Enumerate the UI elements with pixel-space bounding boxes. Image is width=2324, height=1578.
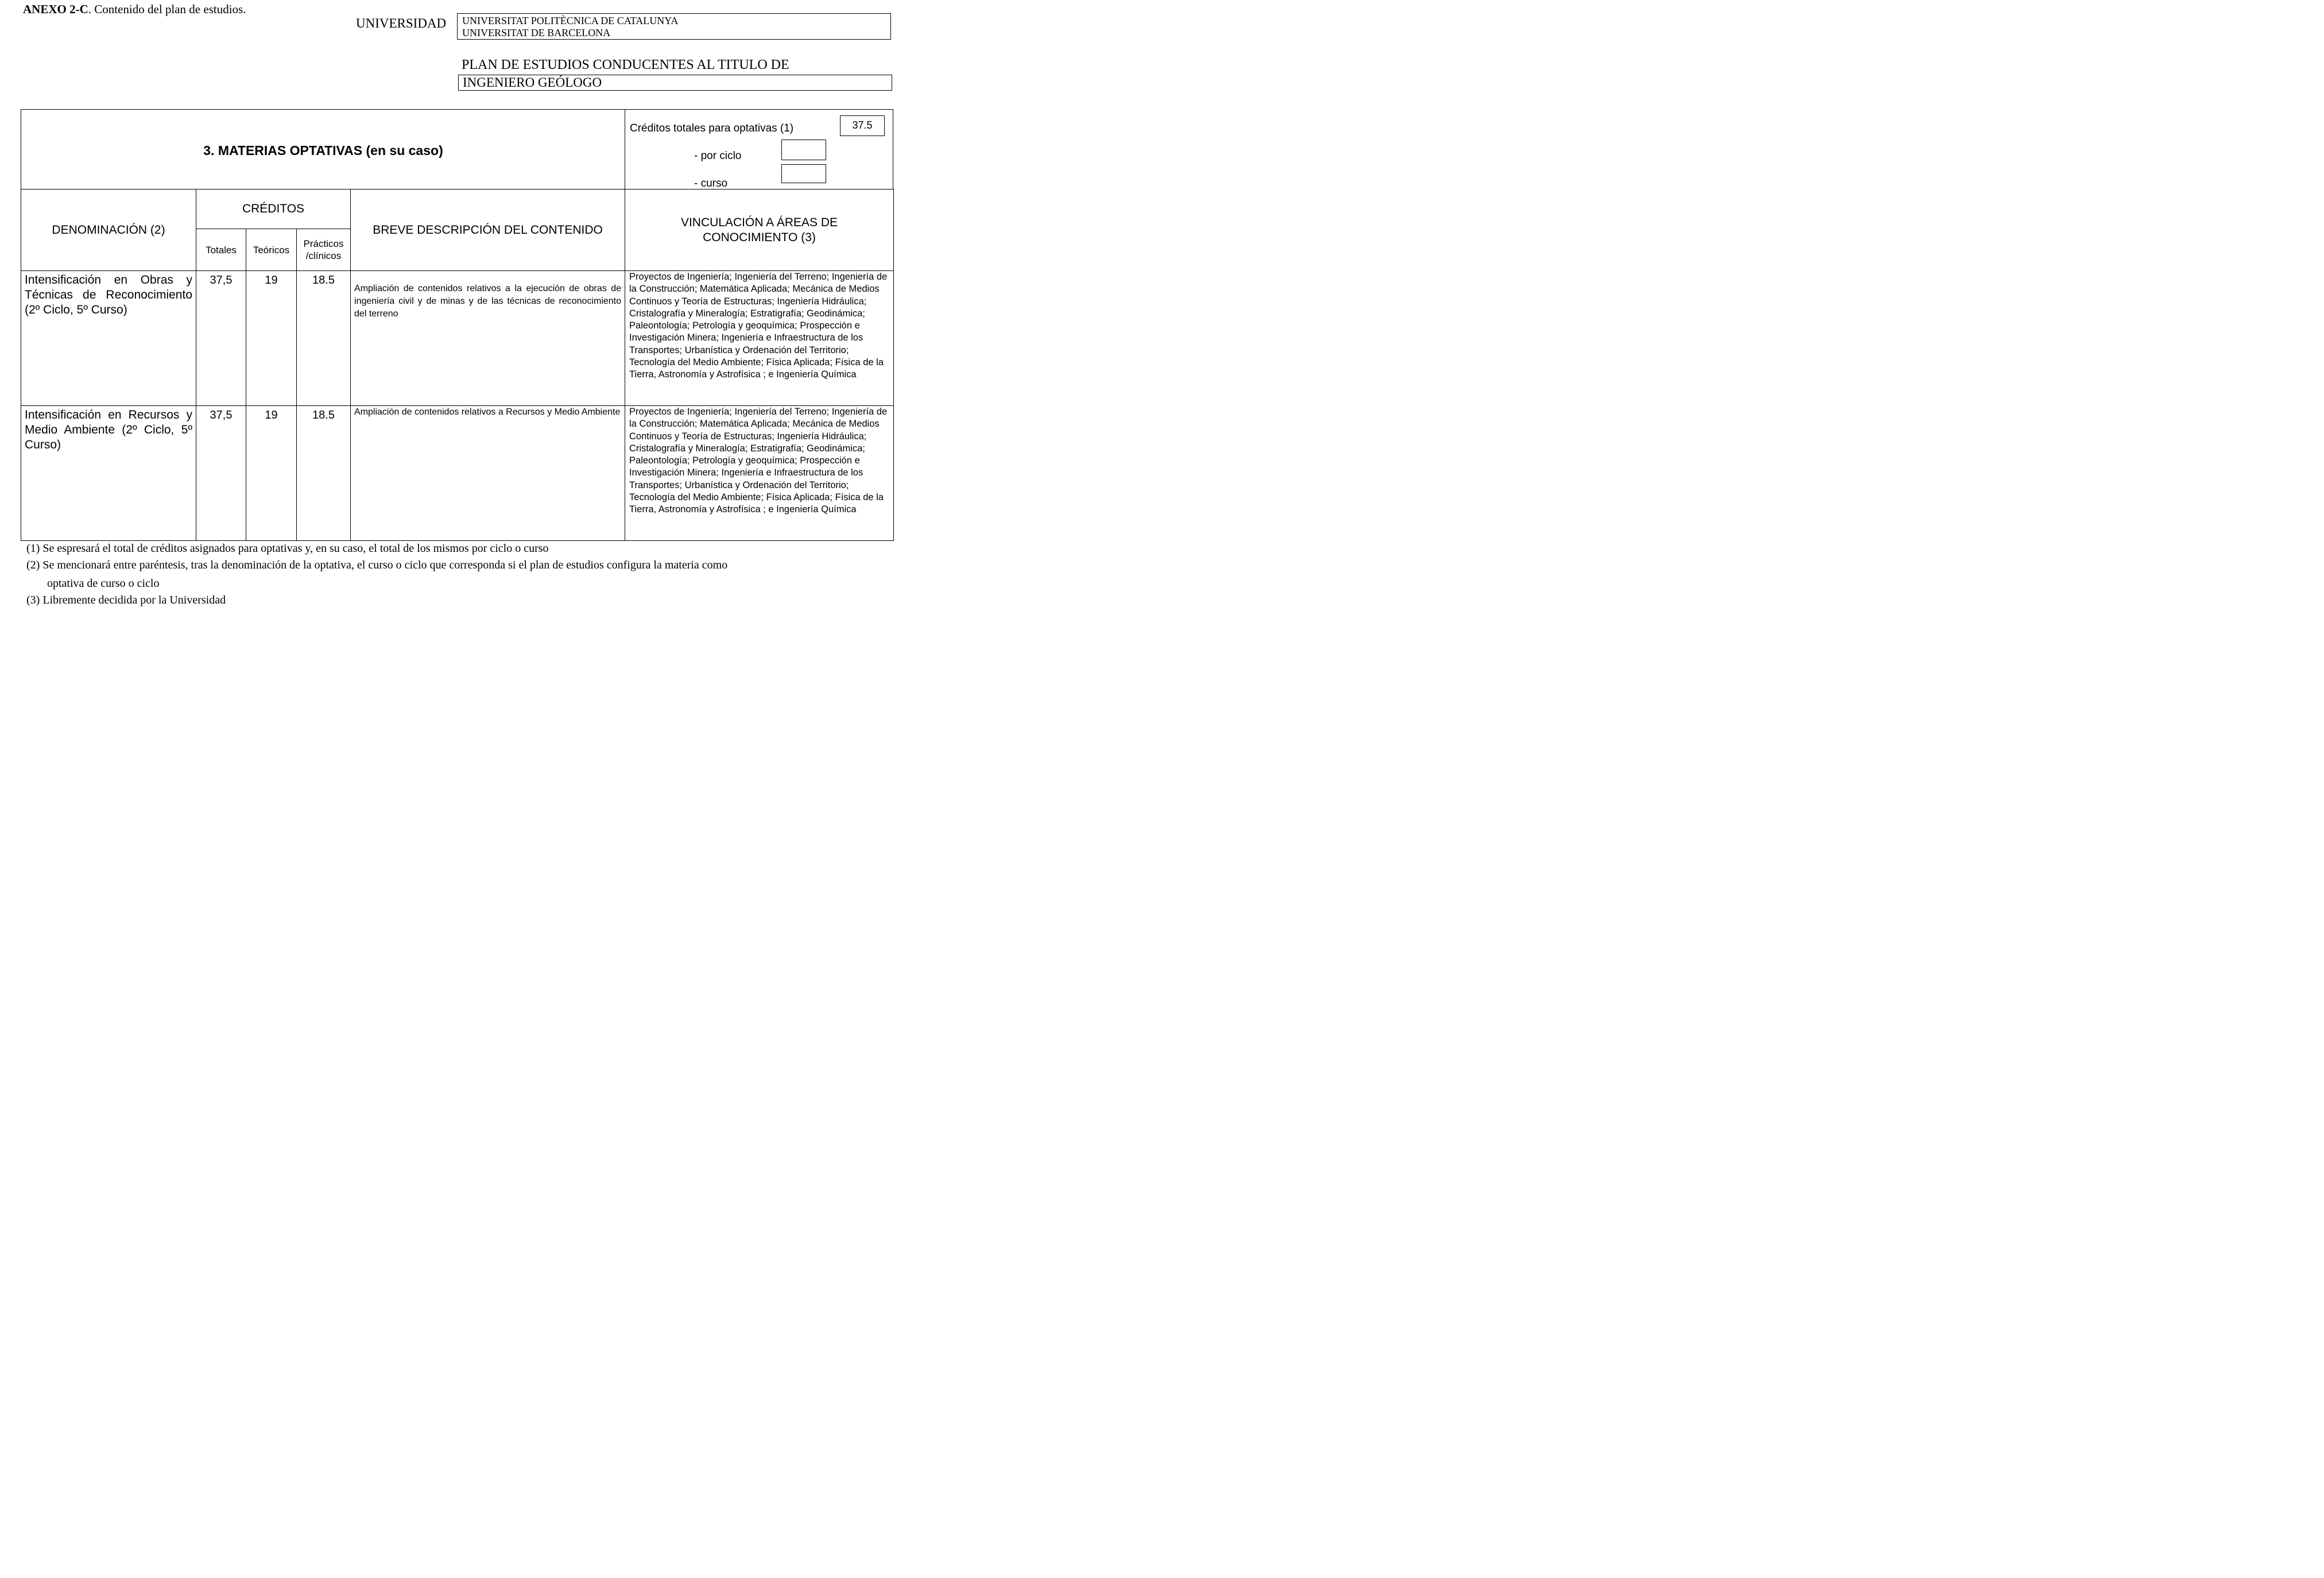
row-descripcion: Ampliación de contenidos relativos a Recursos y Medio Ambiente bbox=[351, 406, 625, 541]
row-teoricos: 19 bbox=[246, 406, 297, 541]
footnote-2-continuation: optativa de curso o ciclo bbox=[47, 577, 160, 590]
curso-box bbox=[781, 164, 826, 183]
annex-heading bbox=[23, 2, 246, 17]
creditos-totales-label: Créditos totales para optativas (1) bbox=[630, 122, 794, 134]
header-teoricos: Teóricos bbox=[246, 229, 297, 271]
header-creditos: CRÉDITOS bbox=[196, 189, 351, 229]
universidad-name-1: UNIVERSITAT POLITÈCNICA DE CATALUNYA bbox=[462, 15, 679, 26]
row-areas: Proyectos de Ingeniería; Ingeniería del Terreno; Ingeniería de la Construcción; Matemática Aplicada; Mecánica de Medios Continuos y Teoría de Estructuras; Ingeniería Hidráulica; Cristalografía y Mineralogía; Estratigrafía; Geodinámica; Paleontología; Petrología y geoquímica; Prospección e Investigación Minera; Ingeniería e Infraestructura de los Transportes; Urbanística y Ordenación del Territorio; Tecnología del Medio Ambiente; Física Aplicada; Física de la Tierra, Astronomía y Astrofísica ; e Ingeniería Química bbox=[625, 271, 894, 406]
table-row bbox=[21, 271, 894, 406]
header-denominacion: DENOMINACIÓN (2) bbox=[21, 189, 196, 271]
header-totales: Totales bbox=[196, 229, 246, 271]
header-practicos bbox=[297, 229, 351, 271]
row-teoricos: 19 bbox=[246, 271, 297, 406]
row-denominacion: Intensificación en Obras y Técnicas de Reconocimiento (2º Ciclo, 5º Curso) bbox=[21, 271, 196, 406]
footnote-1: (1) Se espresará el total de créditos asignados para optativas y, en su caso, el total de los mismos por ciclo o curso bbox=[26, 542, 549, 555]
creditos-totales-panel bbox=[625, 109, 893, 189]
plan-label: PLAN DE ESTUDIOS CONDUCENTES AL TITULO DE bbox=[462, 57, 789, 72]
section-title-cell bbox=[21, 109, 625, 189]
row-descripcion: Ampliación de contenidos relativos a la ejecución de obras de ingeniería civil y de minas y de las técnicas de reconocimiento del terreno bbox=[351, 271, 625, 406]
por-ciclo-box bbox=[781, 140, 826, 160]
universidad-name-2: UNIVERSITAT DE BARCELONA bbox=[462, 27, 611, 38]
header-practicos-line2: /clínicos bbox=[305, 250, 342, 261]
por-ciclo-label: - por ciclo bbox=[694, 150, 742, 162]
universidad-box bbox=[457, 13, 891, 40]
row-denominacion: Intensificación en Recursos y Medio Ambiente (2º Ciclo, 5º Curso) bbox=[21, 406, 196, 541]
section-title: 3. MATERIAS OPTATIVAS (en su caso) bbox=[203, 143, 443, 158]
row-totales: 37,5 bbox=[196, 406, 246, 541]
header-descripcion: BREVE DESCRIPCIÓN DEL CONTENIDO bbox=[351, 189, 625, 271]
table-row bbox=[21, 406, 894, 541]
footnote-3: (3) Libremente decidida por la Universidad bbox=[26, 594, 226, 606]
footnote-2: (2) Se mencionará entre paréntesis, tras la denominación de la optativa, el curso o ciclo que corresponda si el plan de estudios configura la materia como bbox=[26, 559, 728, 571]
universidad-label: UNIVERSIDAD bbox=[356, 16, 447, 30]
header-vinculacion: VINCULACIÓN A ÁREAS DE CONOCIMIENTO (3) bbox=[625, 189, 894, 271]
row-practicos: 18.5 bbox=[297, 406, 351, 541]
titulo-box: INGENIERO GEÓLOGO bbox=[458, 75, 892, 91]
row-areas: Proyectos de Ingeniería; Ingeniería del Terreno; Ingeniería de la Construcción; Matemática Aplicada; Mecánica de Medios Continuos y Teoría de Estructuras; Ingeniería Hidráulica; Cristalografía y Mineralogía; Estratigrafía; Geodinámica; Paleontología; Petrología y geoquímica; Prospección e Investigación Minera; Ingeniería e Infraestructura de los Transportes; Urbanística y Ordenación del Territorio; Tecnología del Medio Ambiente; Física Aplicada; Física de la Tierra, Astronomía y Astrofísica ; e Ingeniería Química bbox=[625, 406, 894, 541]
header-practicos-line1: Prácticos bbox=[303, 238, 344, 249]
annex-description: . Contenido del plan de estudios. bbox=[88, 2, 246, 16]
curso-label: - curso bbox=[694, 177, 728, 189]
creditos-totales-value: 37.5 bbox=[840, 115, 885, 136]
row-practicos: 18.5 bbox=[297, 271, 351, 406]
materias-optativas-table bbox=[21, 189, 894, 541]
annex-number: ANEXO 2-C bbox=[23, 2, 88, 16]
row-totales: 37,5 bbox=[196, 271, 246, 406]
